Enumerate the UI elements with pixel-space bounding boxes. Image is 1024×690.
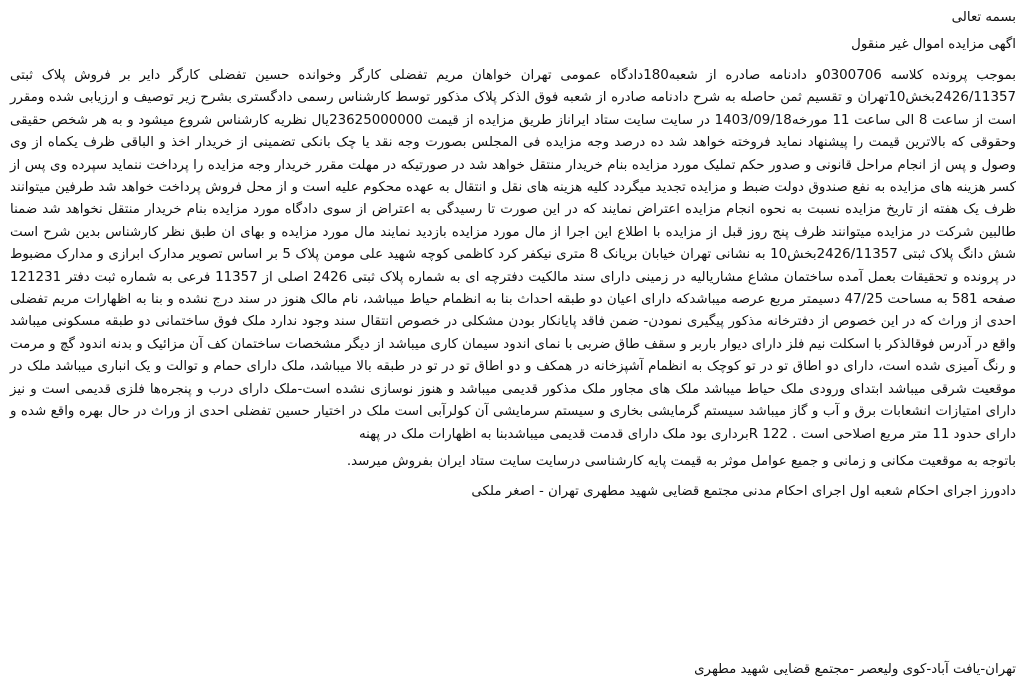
judge-signature: دادورز اجرای احکام شعبه اول اجرای احکام مدنی مجتمع قضایی شهید مطهری تهران - اصغر ملکی	[471, 483, 1016, 499]
notice-closing: باتوجه به موقعیت مکانی و زمانی و جمیع عوامل موثر به قیمت پایه کارشناسی درسایت سایت ستاد ایران بفروش میرسد.	[346, 453, 1016, 469]
notice-body: بموجب پرونده کلاسه 0300706و دادنامه صادره از شعبه180دادگاه عمومی تهران خواهان مریم تفضلی کارگر وخوانده حسین تفضلی کارگر دایر بر فروش پلاک ثبتی 2426/11357بخش10تهران و تقسیم ثمن حاصله به شرح دادنامه صادره از شعبه فوق الذکر پلاک مذکور توسط کارشناس رسمی دادگستری بشرح زیر توصیف و ارزیابی شده ومقرر است از ساعت 8 الی ساعت 11 مورخه1403/09/18 در سایت سایت ستاد ایراناز طریق مزایده از قیمت 23625000000یال نظریه کارشناس شروع میشود و به هر شخص حقیقی وحقوقی که بالاترین قیمت را پیشنهاد نماید فروخته خواهد شد ده درصد وجه مزایده فی المجلس بصورت وجه نقد یا چک بانکی تضمینی از خریدار اخذ و الباقی ظرف یکماه از وی وصول و پس از انجام مراحل قانونی و صدور حکم تملیک مورد مزایده بنام خریدار منتقل خواهد شد در صورتیکه در مهلت مقرر خریدار وجه مزایده را پرداخت ننماید سپرده وی پس از کسر هزینه های مزایده به نفع صندوق دولت ضبط و مزایده تجدید میگردد کلیه هزینه های نقل و انتقال به عهده محکوم علیه است و از محل فروش پرداخت خواهد شد طرفین میتوانند ظرف یک هفته از تاریخ مزایده نسبت به نحوه انجام مزایده اعتراض نمایند که در این صورت تا رسیدگی به اعتراض از سوی دادگاه مورد مزایده بنام خریدار منتقل نخواهد شد ضمنا طالبین شرکت در مزایده میتوانند ظرف پنج روز قبل از مزایده با اطلاع این اجرا از مال مورد مزایده بازدید نمایند مال مورد مزایده و بهای ان طبق نظر کارشناس بدین شرح است شش دانگ پلاک ثبتی 2426/11357بخش10 به نشانی تهران خیابان بریانک 8 متری نیکفر کرد کاظمی کوچه شهید علی مومن پلاک 5 بر اساس تصویر مدارک ابرازی و مدارک مضبوط در پرونده و تحقیقات بعمل آمده ساختمان مشاع مشاریالیه در زمینی دارای سند مالکیت دفترچه ای به شماره پلاک ثبتی 2426 اصلی از 11357 فرعی به شماره ثبت دفتر 121231 صفحه 581 به مساحت 47/25 دسیمتر مربع عرصه میباشدکه دارای اعیان دو طبقه احداث بنا به انظمام حیاط میباشد، نام مالک هنوز در سند درج نشده و بنا به اظهارات مریم تفضلی احدی از وراث که در این خصوص از دفترخانه مذکور پیگیری نمودن- ضمن فاقد پایانکار بودن مشکلی در خصوص انتقال سند وجود ندارد ملک فوق ساختمانی دو طبقه مسکونی میباشد واقع در آدرس فوقالذکر با اسکلت نیم فلز دارای دیوار باربر و سقف طاق ضربی با نمای اندود سیمان کاری میباشد از دیگر مشخصات ساختمان کف آن مزائیک و بدنه اندود گچ و مرمت و رنگ آمیزی شده است، دارای دو اطاق تو در تو کوچک به انظمام آشپزخانه در همکف و دو اطاق تو در تو در طبقه بالا میباشد، ملک دارای حمام و توالت و یک انباری میباشد ملک در موقعیت شرقی میباشد ابتدای ورودی ملک حیاط میباشد ملک های مجاور ملک مذکور قدیمی میباشد و هنوز نوسازی نشده است-ملک دارای درب و پنجره‌ها فلزی قدیمی است و نیز دارای امتیازات انشعابات برق و آب و گاز میباشد سیستم گرمایشی بخاری و سیستم سرمایشی آن کولرآبی است ملک در اختیار حسین تفضلی احدی از وراث در حال بهره واقع شده و دارای حدود 11 متر مربع اصلاحی است . 122 Rبرداری بود ملک دارای قدمت قدیمی میباشدبنا به اظهارات ملک در پهنه	[10, 68, 1016, 442]
notice-title: اگهی مزایده اموال غیر منقول	[851, 37, 1016, 52]
court-address: تهران-یافت آباد-کوی ولیعصر -مجتمع قضایی شهید مطهری	[694, 662, 1016, 677]
bismillah-heading: بسمه تعالی	[951, 10, 1016, 25]
auction-notice-document	[10, 6, 1016, 686]
